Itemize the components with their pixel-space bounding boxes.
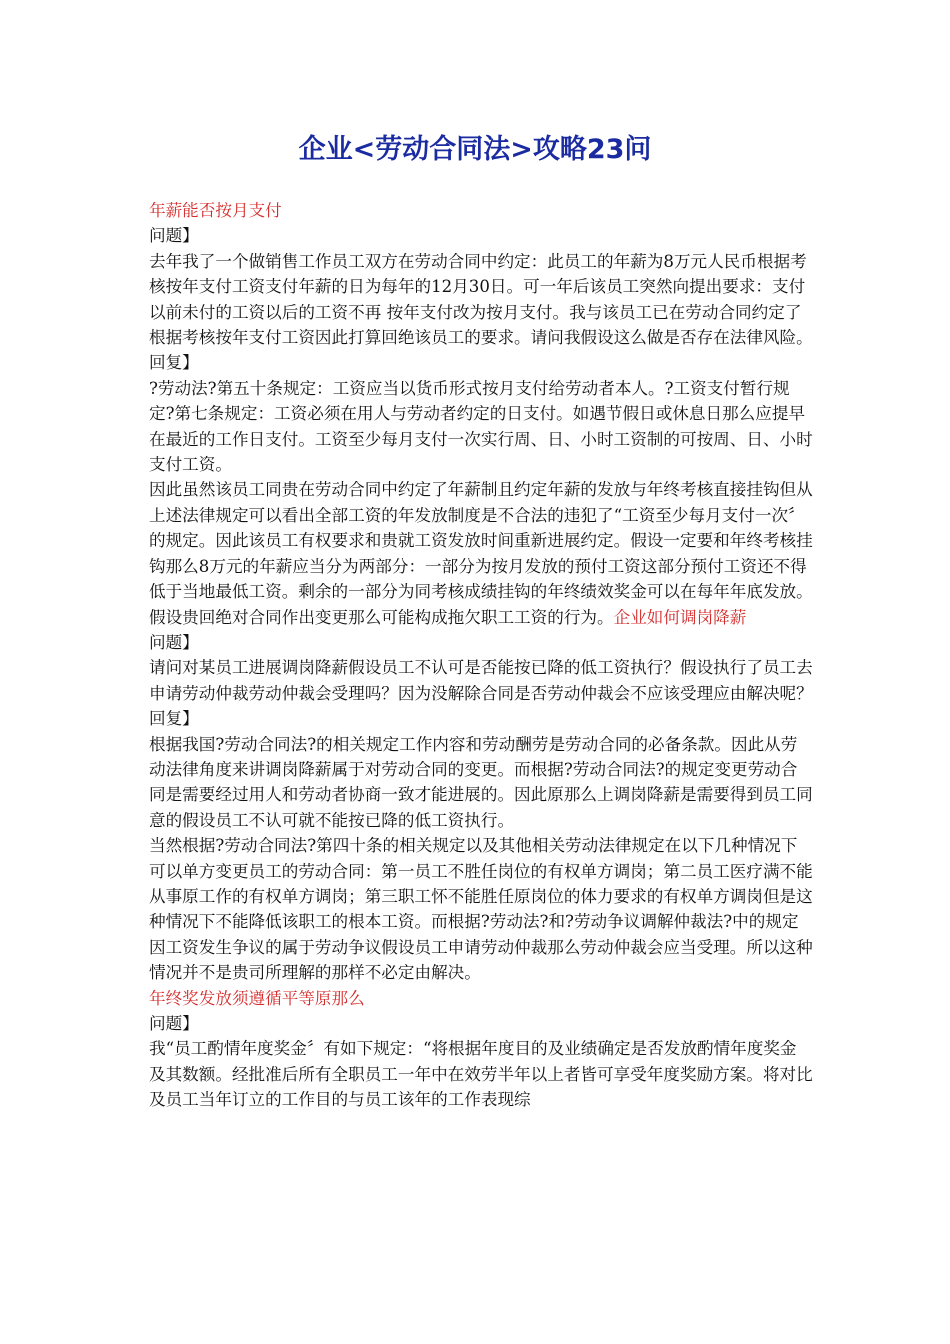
section-heading-job-transfer: 企业如何调岗降薪 xyxy=(613,607,747,627)
answer-label: 回复】 xyxy=(149,353,199,373)
question-text: 我“员工酌情年度奖金〞有如下规定：“将根据年度目的及业绩确定是否发放酌情年度奖金及其数额。经批准后所有全职员工一年中在效劳半年以上者皆可享受年度奖励方案。将对比及员工当年订立的工作目的与员工该年的工作表现综 xyxy=(149,1039,813,1110)
answer-paragraph-text: 因此虽然该员工同贵在劳动合同中约定了年薪制且约定年薪的发放与年终考核直接挂钩但从上述法律规定可以看出全部工资的年发放制度是不合法的违犯了“工资至少每月支付一次〞的规定。因此该员工有权要求和贵就工资发放时间重新进展约定。假设一定要和年终考核挂钩那么8万元的年薪应当分为两部分：一部分为按月发放的预付工资这部分预付工资还不得低于当地最低工资。剩余的一部分为同考核成绩挂钩的年终绩效奖金可以在每年年底发放。假设贵回绝对合同作出变更那么可能构成拖欠职工工资的行为。 xyxy=(149,480,813,627)
question-text: 请问对某员工进展调岗降薪假设员工不认可是否能按已降的低工资执行？假设执行了员工去申请劳动仲裁劳动仲裁会受理吗？因为没解除合同是否劳动仲裁会不应该受理应由解决呢？ xyxy=(149,658,813,703)
answer-label: 回复】 xyxy=(149,709,199,729)
section-heading-year-end-bonus: 年终奖发放须遵循平等原那么 xyxy=(149,988,365,1008)
document-body xyxy=(149,198,813,1113)
question-text: 去年我了一个做销售工作员工双方在劳动合同中约定：此员工的年薪为8万元人民币根据考核按年支付工资支付年薪的日为每年的12月30日。可一年后该员工突然向提出要求：支付以前未付的工资以后的工资不再 按年支付改为按月支付。我与该员工已在劳动合同约定了根据考核按年支付工资因此打算回绝该员工的要求。请问我假设这么做是否存在法律风险。 xyxy=(149,251,813,348)
document-title: 企业<劳动合同法>攻略23问 xyxy=(298,134,652,165)
section-heading-annual-salary: 年薪能否按月支付 xyxy=(149,201,282,220)
answer-paragraph-with-inline-heading xyxy=(149,477,813,629)
question-label: 问题】 xyxy=(149,632,199,652)
answer-paragraph: 根据我国?劳动合同法?的相关规定工作内容和劳动酬劳是劳动合同的必备条款。因此从劳动法律角度来讲调岗降薪属于对劳动合同的变更。而根据?劳动合同法?的规定变更劳动合同是需要经过用人和劳动者协商一致才能进展的。因此原那么上调岗降薪是需要得到员工同意的假设员工不认可就不能按已降的低工资执行。 xyxy=(149,734,813,830)
answer-paragraph: 当然根据?劳动合同法?第四十条的相关规定以及其他相关劳动法律规定在以下几种情况下可以单方变更员工的劳动合同：第一员工不胜任岗位的有权单方调岗；第二员工医疗满不能从事原工作的有权单方调岗；第三职工怀不能胜任原岗位的体力要求的有权单方调岗但是这种情况下不能降低该职工的根本工资。而根据?劳动法?和?劳动争议调解仲裁法?中的规定因工资发生争议的属于劳动争议假设员工申请劳动仲裁那么劳动仲裁会应当受理。所以这种情况并不是贵司所理解的那样不必定由解决。 xyxy=(149,836,813,983)
question-label: 问题】 xyxy=(149,1014,199,1033)
answer-paragraph: ?劳动法?第五十条规定：工资应当以货币形式按月支付给劳动者本人。?工资支付暂行规定?第七条规定：工资必须在用人与劳动者约定的日支付。如遇节假日或休息日那么应提早在最近的工作日支付。工资至少每月支付一次实行周、日、小时工资制的可按周、日、小时支付工资。 xyxy=(149,378,813,475)
question-label: 问题】 xyxy=(149,226,199,246)
